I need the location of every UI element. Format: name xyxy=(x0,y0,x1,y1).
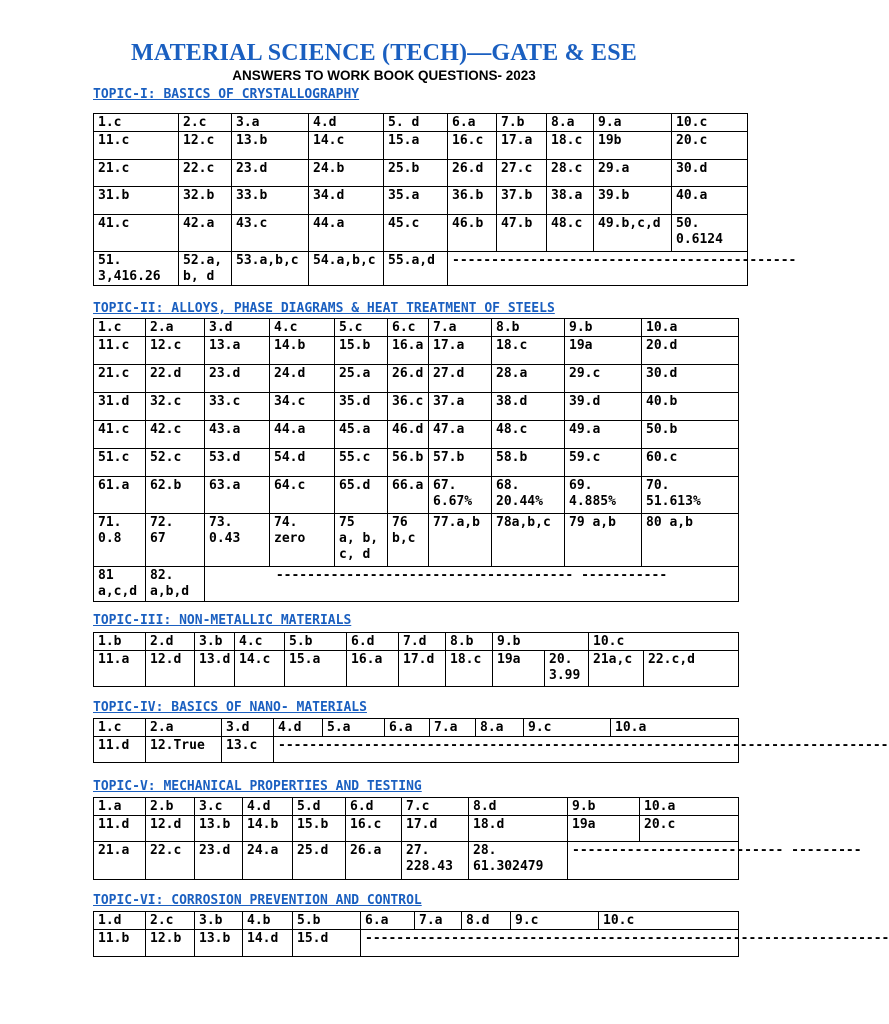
answer-cell: 44.a xyxy=(270,421,335,449)
answer-cell: 29.a xyxy=(594,160,672,187)
answer-cell: 15.b xyxy=(293,816,346,842)
answer-cell: 12.c xyxy=(179,132,232,160)
answer-cell: 23.d xyxy=(232,160,309,187)
page-title: MATERIAL SCIENCE (TECH)—GATE & ESE xyxy=(131,40,637,66)
blank-filler: -------------------------------------------- xyxy=(448,252,748,286)
answer-cell: 12.c xyxy=(146,337,205,365)
answer-cell: 8.b xyxy=(492,319,565,337)
answer-cell: 5.b xyxy=(293,912,361,930)
answer-cell: 4.d xyxy=(309,114,384,132)
answer-cell: 21a,c xyxy=(589,651,644,687)
answer-cell: 10.c xyxy=(589,633,739,651)
answer-cell: 67. 6.67% xyxy=(429,477,492,514)
answer-cell: 4.d xyxy=(243,798,293,816)
answer-cell: 7.a xyxy=(429,319,492,337)
answer-cell: 35.d xyxy=(335,393,388,421)
answer-cell: 59.c xyxy=(565,449,642,477)
answer-cell: 13.b xyxy=(195,816,243,842)
answer-cell: 10.a xyxy=(642,319,739,337)
answer-cell: 34.d xyxy=(309,187,384,215)
answer-cell: 10.c xyxy=(599,912,739,930)
answer-cell: 1.d xyxy=(94,912,146,930)
answer-cell: 53.a,b,c xyxy=(232,252,309,286)
answer-cell: 39.d xyxy=(565,393,642,421)
answer-cell: 55.a,d xyxy=(384,252,448,286)
answer-cell: 41.c xyxy=(94,421,146,449)
answer-cell: 63.a xyxy=(205,477,270,514)
answer-cell: 3.d xyxy=(205,319,270,337)
answer-cell: 5.b xyxy=(285,633,347,651)
answer-cell: 47.a xyxy=(429,421,492,449)
answer-cell: 7.a xyxy=(415,912,462,930)
answer-cell: 17.a xyxy=(497,132,547,160)
answer-cell: 34.c xyxy=(270,393,335,421)
answer-cell: 17.d xyxy=(402,816,469,842)
answer-cell: 42.a xyxy=(179,215,232,252)
answer-cell: 38.a xyxy=(547,187,594,215)
answer-cell: 48.c xyxy=(547,215,594,252)
blank-filler: ------------------------------------------------------------------- xyxy=(361,930,739,957)
answer-cell: 7.a xyxy=(430,719,476,737)
answer-cell: 4.d xyxy=(274,719,323,737)
answer-cell: 80 a,b xyxy=(642,514,739,567)
answer-cell: 5.c xyxy=(335,319,388,337)
answer-cell: 13.b xyxy=(195,930,243,957)
answer-cell: 6.a xyxy=(385,719,430,737)
answer-cell: 35.a xyxy=(384,187,448,215)
answer-cell: 33.c xyxy=(205,393,270,421)
answer-cell: 71. 0.8 xyxy=(94,514,146,567)
answer-cell: 7.b xyxy=(497,114,547,132)
answer-cell: 30.d xyxy=(672,160,748,187)
answer-cell: 6.a xyxy=(361,912,415,930)
answer-cell: 41.c xyxy=(94,215,179,252)
answer-cell: 73. 0.43 xyxy=(205,514,270,567)
topic-heading: TOPIC-I: BASICS OF CRYSTALLOGRAPHY xyxy=(93,87,360,102)
answer-cell: 4.c xyxy=(270,319,335,337)
answer-cell: 76 b,c xyxy=(388,514,429,567)
answer-cell: 14.c xyxy=(309,132,384,160)
answer-cell: 2.c xyxy=(179,114,232,132)
answer-cell: 13.d xyxy=(195,651,235,687)
answer-cell: 57.b xyxy=(429,449,492,477)
answer-cell: 5. d xyxy=(384,114,448,132)
answer-cell: 23.d xyxy=(195,842,243,880)
answer-cell: 11.b xyxy=(94,930,146,957)
answer-cell: 19a xyxy=(565,337,642,365)
answer-cell: 10.a xyxy=(640,798,739,816)
answer-cell: 18.c xyxy=(446,651,493,687)
blank-filler: -------------------------------------- ----------- xyxy=(205,567,739,602)
answer-cell: 18.d xyxy=(469,816,568,842)
answer-cell: 14.b xyxy=(270,337,335,365)
answer-cell: 25.a xyxy=(335,365,388,393)
answer-cell: 9.a xyxy=(594,114,672,132)
answer-cell: 52.c xyxy=(146,449,205,477)
answer-cell: 70. 51.613% xyxy=(642,477,739,514)
answer-cell: 64.c xyxy=(270,477,335,514)
answer-cell: 11.a xyxy=(94,651,146,687)
answer-cell: 26.d xyxy=(448,160,497,187)
answer-cell: 30.d xyxy=(642,365,739,393)
answer-cell: 15.d xyxy=(293,930,361,957)
answer-cell: 65.d xyxy=(335,477,388,514)
answer-cell: 46.b xyxy=(448,215,497,252)
answer-cell: 14.b xyxy=(243,816,293,842)
answer-cell: 27.c xyxy=(497,160,547,187)
answer-cell: 18.c xyxy=(492,337,565,365)
answer-cell: 4.c xyxy=(235,633,285,651)
answer-cell: 7.c xyxy=(402,798,469,816)
answer-cell: 66.a xyxy=(388,477,429,514)
answer-cell: 42.c xyxy=(146,421,205,449)
answer-cell: 16.a xyxy=(347,651,399,687)
answer-cell: 23.d xyxy=(205,365,270,393)
answer-cell: 5.d xyxy=(293,798,346,816)
answer-cell: 25.b xyxy=(384,160,448,187)
answer-cell: 32.c xyxy=(146,393,205,421)
answer-cell: 16.c xyxy=(448,132,497,160)
answer-cell: 25.d xyxy=(293,842,346,880)
answer-cell: 17.a xyxy=(429,337,492,365)
answer-cell: 9.c xyxy=(511,912,599,930)
answer-cell: 3.b xyxy=(195,912,243,930)
answer-cell: 62.b xyxy=(146,477,205,514)
answer-cell: 46.d xyxy=(388,421,429,449)
answer-cell: 26.a xyxy=(346,842,402,880)
answer-cell: 15.a xyxy=(285,651,347,687)
answer-cell: 37.a xyxy=(429,393,492,421)
answer-cell: 12.True xyxy=(146,737,222,763)
answer-cell: 10.c xyxy=(672,114,748,132)
answer-table xyxy=(93,632,739,687)
answer-cell: 39.b xyxy=(594,187,672,215)
answer-cell: 13.c xyxy=(222,737,274,763)
answer-cell: 2.c xyxy=(146,912,195,930)
answer-cell: 8.a xyxy=(476,719,524,737)
answer-cell: 13.b xyxy=(232,132,309,160)
answer-cell: 40.a xyxy=(672,187,748,215)
answer-table xyxy=(93,911,889,957)
answer-cell: 1.b xyxy=(94,633,146,651)
topic-heading: TOPIC-III: NON-METALLIC MATERIALS xyxy=(93,613,352,628)
answer-table xyxy=(93,113,797,286)
answer-cell: 51. 3,416.26 xyxy=(94,252,179,286)
answer-cell: 55.c xyxy=(335,449,388,477)
answer-cell: 27. 228.43 xyxy=(402,842,469,880)
answer-cell: 18.c xyxy=(547,132,594,160)
answer-cell: 44.a xyxy=(309,215,384,252)
answer-table xyxy=(93,718,889,763)
answer-cell: 14.d xyxy=(243,930,293,957)
answer-cell: 78a,b,c xyxy=(492,514,565,567)
topic-heading: TOPIC-II: ALLOYS, PHASE DIAGRAMS & HEAT TREATMENT OF STEELS xyxy=(93,301,555,316)
blank-filler: ------------------------------------------------------------------------------ xyxy=(274,737,739,763)
answer-cell: 37.b xyxy=(497,187,547,215)
answer-cell: 28.c xyxy=(547,160,594,187)
answer-cell: 38.d xyxy=(492,393,565,421)
answer-cell: 27.d xyxy=(429,365,492,393)
answer-table xyxy=(93,797,862,880)
answer-cell: 20. 3.99 xyxy=(545,651,589,687)
answer-cell: 4.b xyxy=(243,912,293,930)
answer-cell: 3.d xyxy=(222,719,274,737)
answer-cell: 2.a xyxy=(146,319,205,337)
answer-cell: 5.a xyxy=(323,719,385,737)
answer-cell: 16.c xyxy=(346,816,402,842)
answer-cell: 49.b,c,d xyxy=(594,215,672,252)
answer-cell: 9.c xyxy=(524,719,611,737)
answer-cell: 11.d xyxy=(94,816,146,842)
answer-cell: 8.d xyxy=(462,912,511,930)
answer-cell: 8.d xyxy=(469,798,568,816)
answer-cell: 1.a xyxy=(94,798,146,816)
answer-cell: 6.c xyxy=(388,319,429,337)
answer-cell: 12.d xyxy=(146,651,195,687)
answer-cell: 28.a xyxy=(492,365,565,393)
answer-cell: 54.a,b,c xyxy=(309,252,384,286)
answer-cell: 26.d xyxy=(388,365,429,393)
answer-cell: 72. 67 xyxy=(146,514,205,567)
answer-cell: 74. zero xyxy=(270,514,335,567)
answer-cell: 36.c xyxy=(388,393,429,421)
answer-cell: 13.a xyxy=(205,337,270,365)
answer-cell: 12.b xyxy=(146,930,195,957)
answer-cell: 52.a, b, d xyxy=(179,252,232,286)
answer-cell: 1.c xyxy=(94,719,146,737)
answer-cell: 81 a,c,d xyxy=(94,567,146,602)
answer-cell: 36.b xyxy=(448,187,497,215)
answer-cell: 19a xyxy=(493,651,545,687)
answer-cell: 56.b xyxy=(388,449,429,477)
answer-cell: 22.c xyxy=(146,842,195,880)
answer-cell: 22.c xyxy=(179,160,232,187)
answer-cell: 31.d xyxy=(94,393,146,421)
topic-heading: TOPIC-V: MECHANICAL PROPERTIES AND TESTING xyxy=(93,779,422,794)
answer-cell: 53.d xyxy=(205,449,270,477)
page-subtitle: ANSWERS TO WORK BOOK QUESTIONS- 2023 xyxy=(232,68,536,83)
answer-cell: 60.c xyxy=(642,449,739,477)
answer-cell: 9.b xyxy=(565,319,642,337)
answer-cell: 45.c xyxy=(384,215,448,252)
answer-cell: 21.c xyxy=(94,365,146,393)
answer-cell: 9.b xyxy=(493,633,589,651)
answer-cell: 43.a xyxy=(205,421,270,449)
answer-cell: 58.b xyxy=(492,449,565,477)
answer-cell: 43.c xyxy=(232,215,309,252)
answer-cell: 45.a xyxy=(335,421,388,449)
answer-cell: 28. 61.302479 xyxy=(469,842,568,880)
answer-cell: 2.a xyxy=(146,719,222,737)
topic-heading: TOPIC-IV: BASICS OF NANO- MATERIALS xyxy=(93,700,367,715)
answer-cell: 61.a xyxy=(94,477,146,514)
answer-cell: 33.b xyxy=(232,187,309,215)
answer-cell: 68. 20.44% xyxy=(492,477,565,514)
answer-cell: 7.d xyxy=(399,633,446,651)
answer-cell: 12.d xyxy=(146,816,195,842)
answer-cell: 48.c xyxy=(492,421,565,449)
answer-cell: 1.c xyxy=(94,114,179,132)
answer-cell: 3.c xyxy=(195,798,243,816)
answer-cell: 8.b xyxy=(446,633,493,651)
answer-cell: 75 a, b, c, d xyxy=(335,514,388,567)
answer-cell: 47.b xyxy=(497,215,547,252)
answer-cell: 24.b xyxy=(309,160,384,187)
answer-cell: 16.a xyxy=(388,337,429,365)
answer-cell: 6.d xyxy=(346,798,402,816)
answer-cell: 50. 0.6124 xyxy=(672,215,748,252)
answer-cell: 29.c xyxy=(565,365,642,393)
answer-cell: 8.a xyxy=(547,114,594,132)
answer-cell: 15.b xyxy=(335,337,388,365)
answer-cell: 31.b xyxy=(94,187,179,215)
answer-cell: 21.c xyxy=(94,160,179,187)
answer-cell: 82. a,b,d xyxy=(146,567,205,602)
answer-cell: 49.a xyxy=(565,421,642,449)
answer-cell: 40.b xyxy=(642,393,739,421)
answer-cell: 20.c xyxy=(672,132,748,160)
answer-cell: 20.c xyxy=(640,816,739,842)
answer-cell: 6.d xyxy=(347,633,399,651)
answer-cell: 50.b xyxy=(642,421,739,449)
answer-cell: 32.b xyxy=(179,187,232,215)
answer-cell: 21.a xyxy=(94,842,146,880)
answer-cell: 24.a xyxy=(243,842,293,880)
answer-cell: 19b xyxy=(594,132,672,160)
answer-cell: 15.a xyxy=(384,132,448,160)
answer-cell: 11.c xyxy=(94,337,146,365)
answer-cell: 17.d xyxy=(399,651,446,687)
answer-cell: 2.d xyxy=(146,633,195,651)
answer-cell: 19a xyxy=(568,816,640,842)
answer-cell: 9.b xyxy=(568,798,640,816)
answer-cell: 11.d xyxy=(94,737,146,763)
answer-cell: 22.d xyxy=(146,365,205,393)
answer-cell: 11.c xyxy=(94,132,179,160)
answer-cell: 6.a xyxy=(448,114,497,132)
blank-filler: --------------------------- --------- xyxy=(568,842,739,880)
answer-cell: 14.c xyxy=(235,651,285,687)
answer-table xyxy=(93,318,739,602)
topic-heading: TOPIC-VI: CORROSION PREVENTION AND CONTROL xyxy=(93,893,422,908)
answer-cell: 3.a xyxy=(232,114,309,132)
answer-cell: 1.c xyxy=(94,319,146,337)
answer-cell: 79 a,b xyxy=(565,514,642,567)
answer-cell: 77.a,b xyxy=(429,514,492,567)
answer-cell: 10.a xyxy=(611,719,739,737)
answer-cell: 3.b xyxy=(195,633,235,651)
answer-cell: 69. 4.885% xyxy=(565,477,642,514)
answer-cell: 54.d xyxy=(270,449,335,477)
answer-cell: 20.d xyxy=(642,337,739,365)
answer-cell: 2.b xyxy=(146,798,195,816)
answer-cell: 24.d xyxy=(270,365,335,393)
answer-cell: 22.c,d xyxy=(644,651,739,687)
answer-cell: 51.c xyxy=(94,449,146,477)
